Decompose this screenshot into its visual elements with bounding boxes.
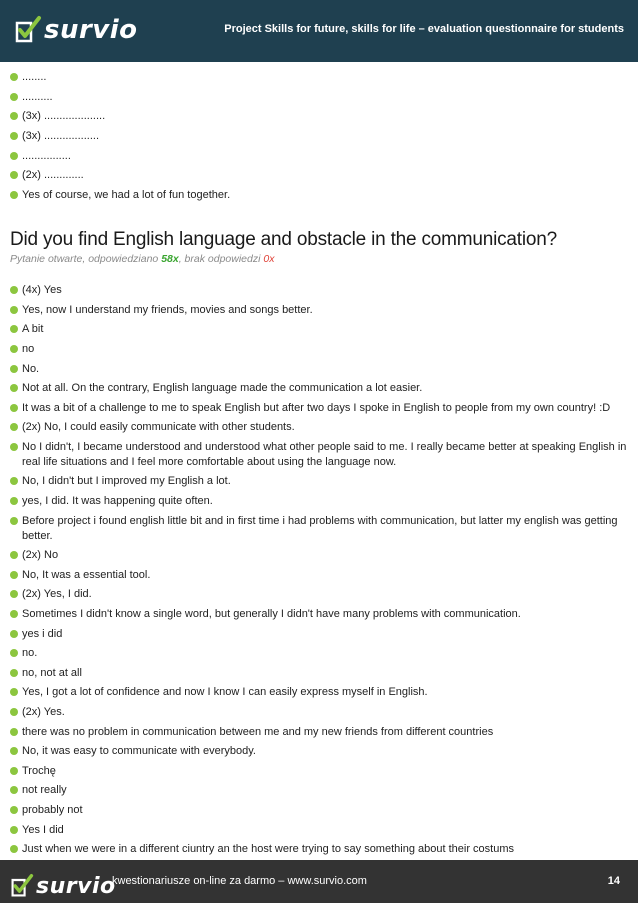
answer-item xyxy=(10,842,630,857)
bullet-dot-icon xyxy=(10,845,18,853)
answer-item xyxy=(10,803,630,818)
bullet-dot-icon xyxy=(10,630,18,638)
answer-item-text: Yes, I got a lot of confidence and now I know I can easily express myself in English. xyxy=(22,686,428,699)
bullet-dot-icon xyxy=(10,325,18,333)
footer-link-text: kwestionariusze on-line za darmo – www.survio.com xyxy=(112,875,367,887)
answer-item xyxy=(10,666,630,681)
answer-item xyxy=(10,494,630,509)
answer-item xyxy=(10,342,630,357)
answer-item xyxy=(10,764,630,779)
answer-item-text: No. xyxy=(22,362,40,375)
answer-item-text: It was a bit of a challenge to me to speak English but after two days I spoke in English to people from my own country! :D xyxy=(22,401,611,414)
answer-item xyxy=(10,283,630,298)
document-title: Project Skills for future, skills for life – evaluation questionnaire for students xyxy=(224,23,624,35)
logo-text: survio xyxy=(44,15,138,45)
bullet-dot-icon xyxy=(10,497,18,505)
answer-item xyxy=(10,568,630,583)
answer-item-text: no, not at all xyxy=(22,666,82,679)
answer-item xyxy=(10,783,630,798)
answer-item xyxy=(10,705,630,720)
bullet-dot-icon xyxy=(10,826,18,834)
answer-item-text: (2x) No, I could easily communicate with other students. xyxy=(22,421,295,434)
footer-survio-logo xyxy=(10,868,116,904)
bullet-dot-icon xyxy=(10,306,18,314)
previous-answer-item xyxy=(10,168,630,183)
bullet-dot-icon xyxy=(10,767,18,775)
answer-item-text: (2x) Yes, I did. xyxy=(22,588,92,601)
previous-answer-item-text: ........ xyxy=(22,71,47,83)
answer-item-text: Yes, now I understand my friends, movies and songs better. xyxy=(22,303,313,316)
answer-item-text: Just when we were in a different ciuntry an the host were trying to say something about their costums xyxy=(22,843,514,856)
answer-item xyxy=(10,685,630,700)
bullet-dot-icon xyxy=(10,443,18,451)
answer-item xyxy=(10,474,630,489)
bullet-dot-icon xyxy=(10,286,18,294)
answer-item xyxy=(10,440,630,470)
bullet-dot-icon xyxy=(10,708,18,716)
previous-answer-item-text: (3x) .................. xyxy=(22,130,100,143)
answer-item-text: No, I didn't but I improved my English a lot. xyxy=(22,475,231,488)
bullet-dot-icon xyxy=(10,365,18,373)
footer-logo-text: survio xyxy=(36,873,116,899)
bullet-dot-icon xyxy=(10,73,18,81)
previous-answer-item xyxy=(10,188,630,203)
answer-item xyxy=(10,725,630,740)
answer-item xyxy=(10,420,630,435)
previous-answer-item xyxy=(10,129,630,144)
answer-item-text: A bit xyxy=(22,323,44,336)
bullet-dot-icon xyxy=(10,404,18,412)
answer-item-text: no xyxy=(22,342,35,355)
answer-item xyxy=(10,823,630,838)
bullet-dot-icon xyxy=(10,112,18,120)
answer-item-text: not really xyxy=(22,784,67,797)
previous-answer-item xyxy=(10,109,630,124)
answer-item-text: Yes I did xyxy=(22,823,64,836)
bullet-dot-icon xyxy=(10,551,18,559)
answer-item xyxy=(10,401,630,416)
bullet-dot-icon xyxy=(10,132,18,140)
question-title: Did you find English language and obstacle in the communication? xyxy=(10,229,558,251)
answer-item-text: Sometimes I didn't know a single word, but generally I didn't have many problems with communication. xyxy=(22,608,521,621)
answer-item xyxy=(10,322,630,337)
answer-item-text: no. xyxy=(22,647,38,660)
answered-count: 58x xyxy=(161,253,179,266)
answer-item-text: there was no problem in communication between me and my new friends from different countries xyxy=(22,725,494,738)
bullet-dot-icon xyxy=(10,477,18,485)
question-meta xyxy=(10,253,630,265)
answer-item-text: No, It was a essential tool. xyxy=(22,568,151,581)
answer-item-text: Before project i found english little bit and in first time i had problems with communication, but latter my english was getting better. xyxy=(22,514,618,542)
answer-item-text: (4x) Yes xyxy=(22,284,62,297)
bullet-dot-icon xyxy=(10,171,18,179)
bullet-dot-icon xyxy=(10,571,18,579)
bullet-dot-icon xyxy=(10,669,18,677)
bullet-dot-icon xyxy=(10,728,18,736)
footer-checkmark-logo-icon xyxy=(10,873,34,899)
bullet-dot-icon xyxy=(10,423,18,431)
bullet-dot-icon xyxy=(10,384,18,392)
answer-item-text: probably not xyxy=(22,803,83,816)
answer-item-text: No I didn't, I became understood and understood what other people said to me. I really became better at speaking English in real life situations and I feel more comfortable about using the language now. xyxy=(22,440,627,468)
previous-answer-item-text: Yes of course, we had a lot of fun together. xyxy=(22,189,231,202)
answer-item xyxy=(10,646,630,661)
answer-item xyxy=(10,607,630,622)
answer-item-text: Trochę xyxy=(22,764,56,777)
bullet-dot-icon xyxy=(10,345,18,353)
answer-item xyxy=(10,587,630,602)
page-content xyxy=(10,70,630,862)
meta-prefix: Pytanie otwarte, odpowiedziano xyxy=(10,253,162,266)
previous-answer-item xyxy=(10,70,630,85)
answer-item xyxy=(10,627,630,642)
bullet-dot-icon xyxy=(10,590,18,598)
bullet-dot-icon xyxy=(10,93,18,101)
missing-count: 0x xyxy=(263,253,275,266)
answer-item-text: No, it was easy to communicate with everybody. xyxy=(22,745,256,758)
answers-list xyxy=(10,283,630,857)
answer-item-text: Not at all. On the contrary, English language made the communication a lot easier. xyxy=(22,382,423,395)
page-number: 14 xyxy=(607,875,620,887)
answer-item xyxy=(10,744,630,759)
bullet-dot-icon xyxy=(10,191,18,199)
bullet-dot-icon xyxy=(10,649,18,657)
answer-item-text: (2x) Yes. xyxy=(22,706,65,718)
page-footer xyxy=(0,860,638,903)
previous-answer-item xyxy=(10,149,630,164)
answer-item xyxy=(10,514,630,544)
previous-answer-item-text: (3x) .................... xyxy=(22,110,106,123)
meta-middle: , brak odpowiedzi xyxy=(178,253,264,266)
answer-item-text: yes, I did. It was happening quite often. xyxy=(22,495,213,508)
previous-answer-item-text: (2x) ............. xyxy=(22,169,84,182)
previous-answers-list xyxy=(10,70,630,203)
survio-logo xyxy=(14,12,138,48)
answer-item xyxy=(10,362,630,377)
answer-item xyxy=(10,303,630,318)
bullet-dot-icon xyxy=(10,152,18,160)
page-header xyxy=(0,0,638,62)
bullet-dot-icon xyxy=(10,747,18,755)
answer-item xyxy=(10,548,630,563)
bullet-dot-icon xyxy=(10,610,18,618)
answer-item-text: (2x) No xyxy=(22,549,59,562)
answer-item xyxy=(10,381,630,396)
bullet-dot-icon xyxy=(10,786,18,794)
answer-item-text: yes i did xyxy=(22,627,63,640)
checkmark-logo-icon xyxy=(14,15,42,45)
previous-answer-item-text: .......... xyxy=(22,90,53,103)
previous-answer-item xyxy=(10,90,630,105)
bullet-dot-icon xyxy=(10,517,18,525)
previous-answer-item-text: ................ xyxy=(22,149,71,162)
bullet-dot-icon xyxy=(10,688,18,696)
bullet-dot-icon xyxy=(10,806,18,814)
